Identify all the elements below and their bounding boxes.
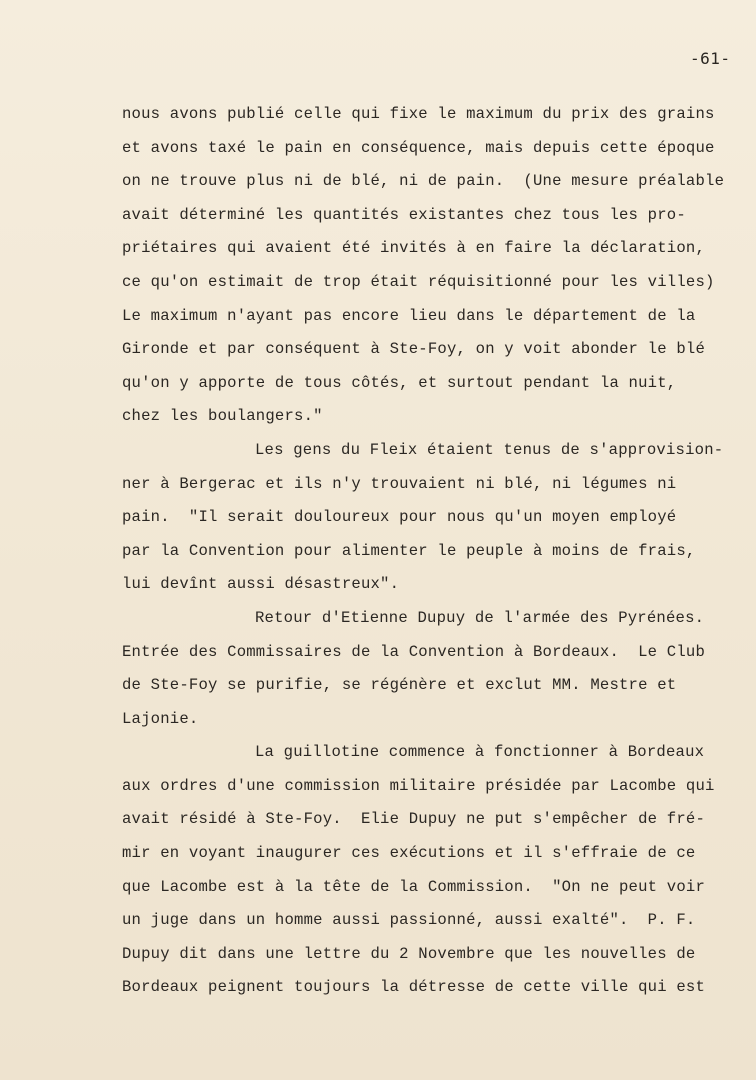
text-line: Les gens du Fleix étaient tenus de s'approvision-: [255, 440, 724, 459]
text-line: que Lacombe est à la tête de la Commission. "On ne peut voir: [122, 877, 706, 896]
text-line: on ne trouve plus ni de blé, ni de pain. (Une mesure préalable: [122, 172, 725, 191]
text-line: Le maximum n'ayant pas encore lieu dans le département de la: [122, 306, 696, 325]
text-line: lui devînt aussi désastreux".: [122, 575, 400, 594]
text-line: Dupuy dit dans une lettre du 2 Novembre que les nouvelles de: [122, 944, 696, 963]
text-line: priétaires qui avaient été invités à en faire la déclaration,: [122, 239, 706, 258]
text-line: Retour d'Etienne Dupuy de l'armée des Pyrénées.: [255, 608, 705, 627]
text-line: un juge dans un homme aussi passionné, aussi exalté". P. F.: [122, 911, 696, 930]
body-text: [122, 98, 742, 1005]
text-line: aux ordres d'une commission militaire présidée par Lacombe qui: [122, 776, 715, 795]
text-line: pain. "Il serait douloureux pour nous qu'un moyen employé: [122, 508, 677, 527]
text-line: qu'on y apporte de tous côtés, et surtout pendant la nuit,: [122, 373, 677, 392]
text-line: Entrée des Commissaires de la Convention à Bordeaux. Le Club: [122, 642, 706, 661]
text-line: de Ste-Foy se purifie, se régénère et exclut MM. Mestre et: [122, 676, 677, 695]
text-line: nous avons publié celle qui fixe le maximum du prix des grains: [122, 105, 715, 123]
text-line: avait résidé à Ste-Foy. Elie Dupuy ne put s'empêcher de fré-: [122, 810, 706, 829]
text-line: Bordeaux peignent toujours la détresse de cette ville qui est: [122, 978, 706, 997]
text-line: chez les boulangers.": [122, 407, 323, 426]
text-line: ce qu'on estimait de trop était réquisitionné pour les villes): [122, 272, 715, 291]
text-line: et avons taxé le pain en conséquence, mais depuis cette époque: [122, 138, 715, 157]
text-line: avait déterminé les quantités existantes chez tous les pro-: [122, 205, 686, 224]
text-line: ner à Bergerac et ils n'y trouvaient ni blé, ni légumes ni: [122, 474, 677, 493]
page-number: -61-: [690, 49, 731, 68]
text-line: mir en voyant inaugurer ces exécutions et il s'effraie de ce: [122, 844, 696, 863]
text-line: Lajonie.: [122, 709, 199, 728]
text-line: La guillotine commence à fonctionner à Bordeaux: [255, 743, 705, 762]
text-line: Gironde et par conséquent à Ste-Foy, on y voit abonder le blé: [122, 340, 706, 359]
text-line: par la Convention pour alimenter le peuple à moins de frais,: [122, 541, 696, 560]
